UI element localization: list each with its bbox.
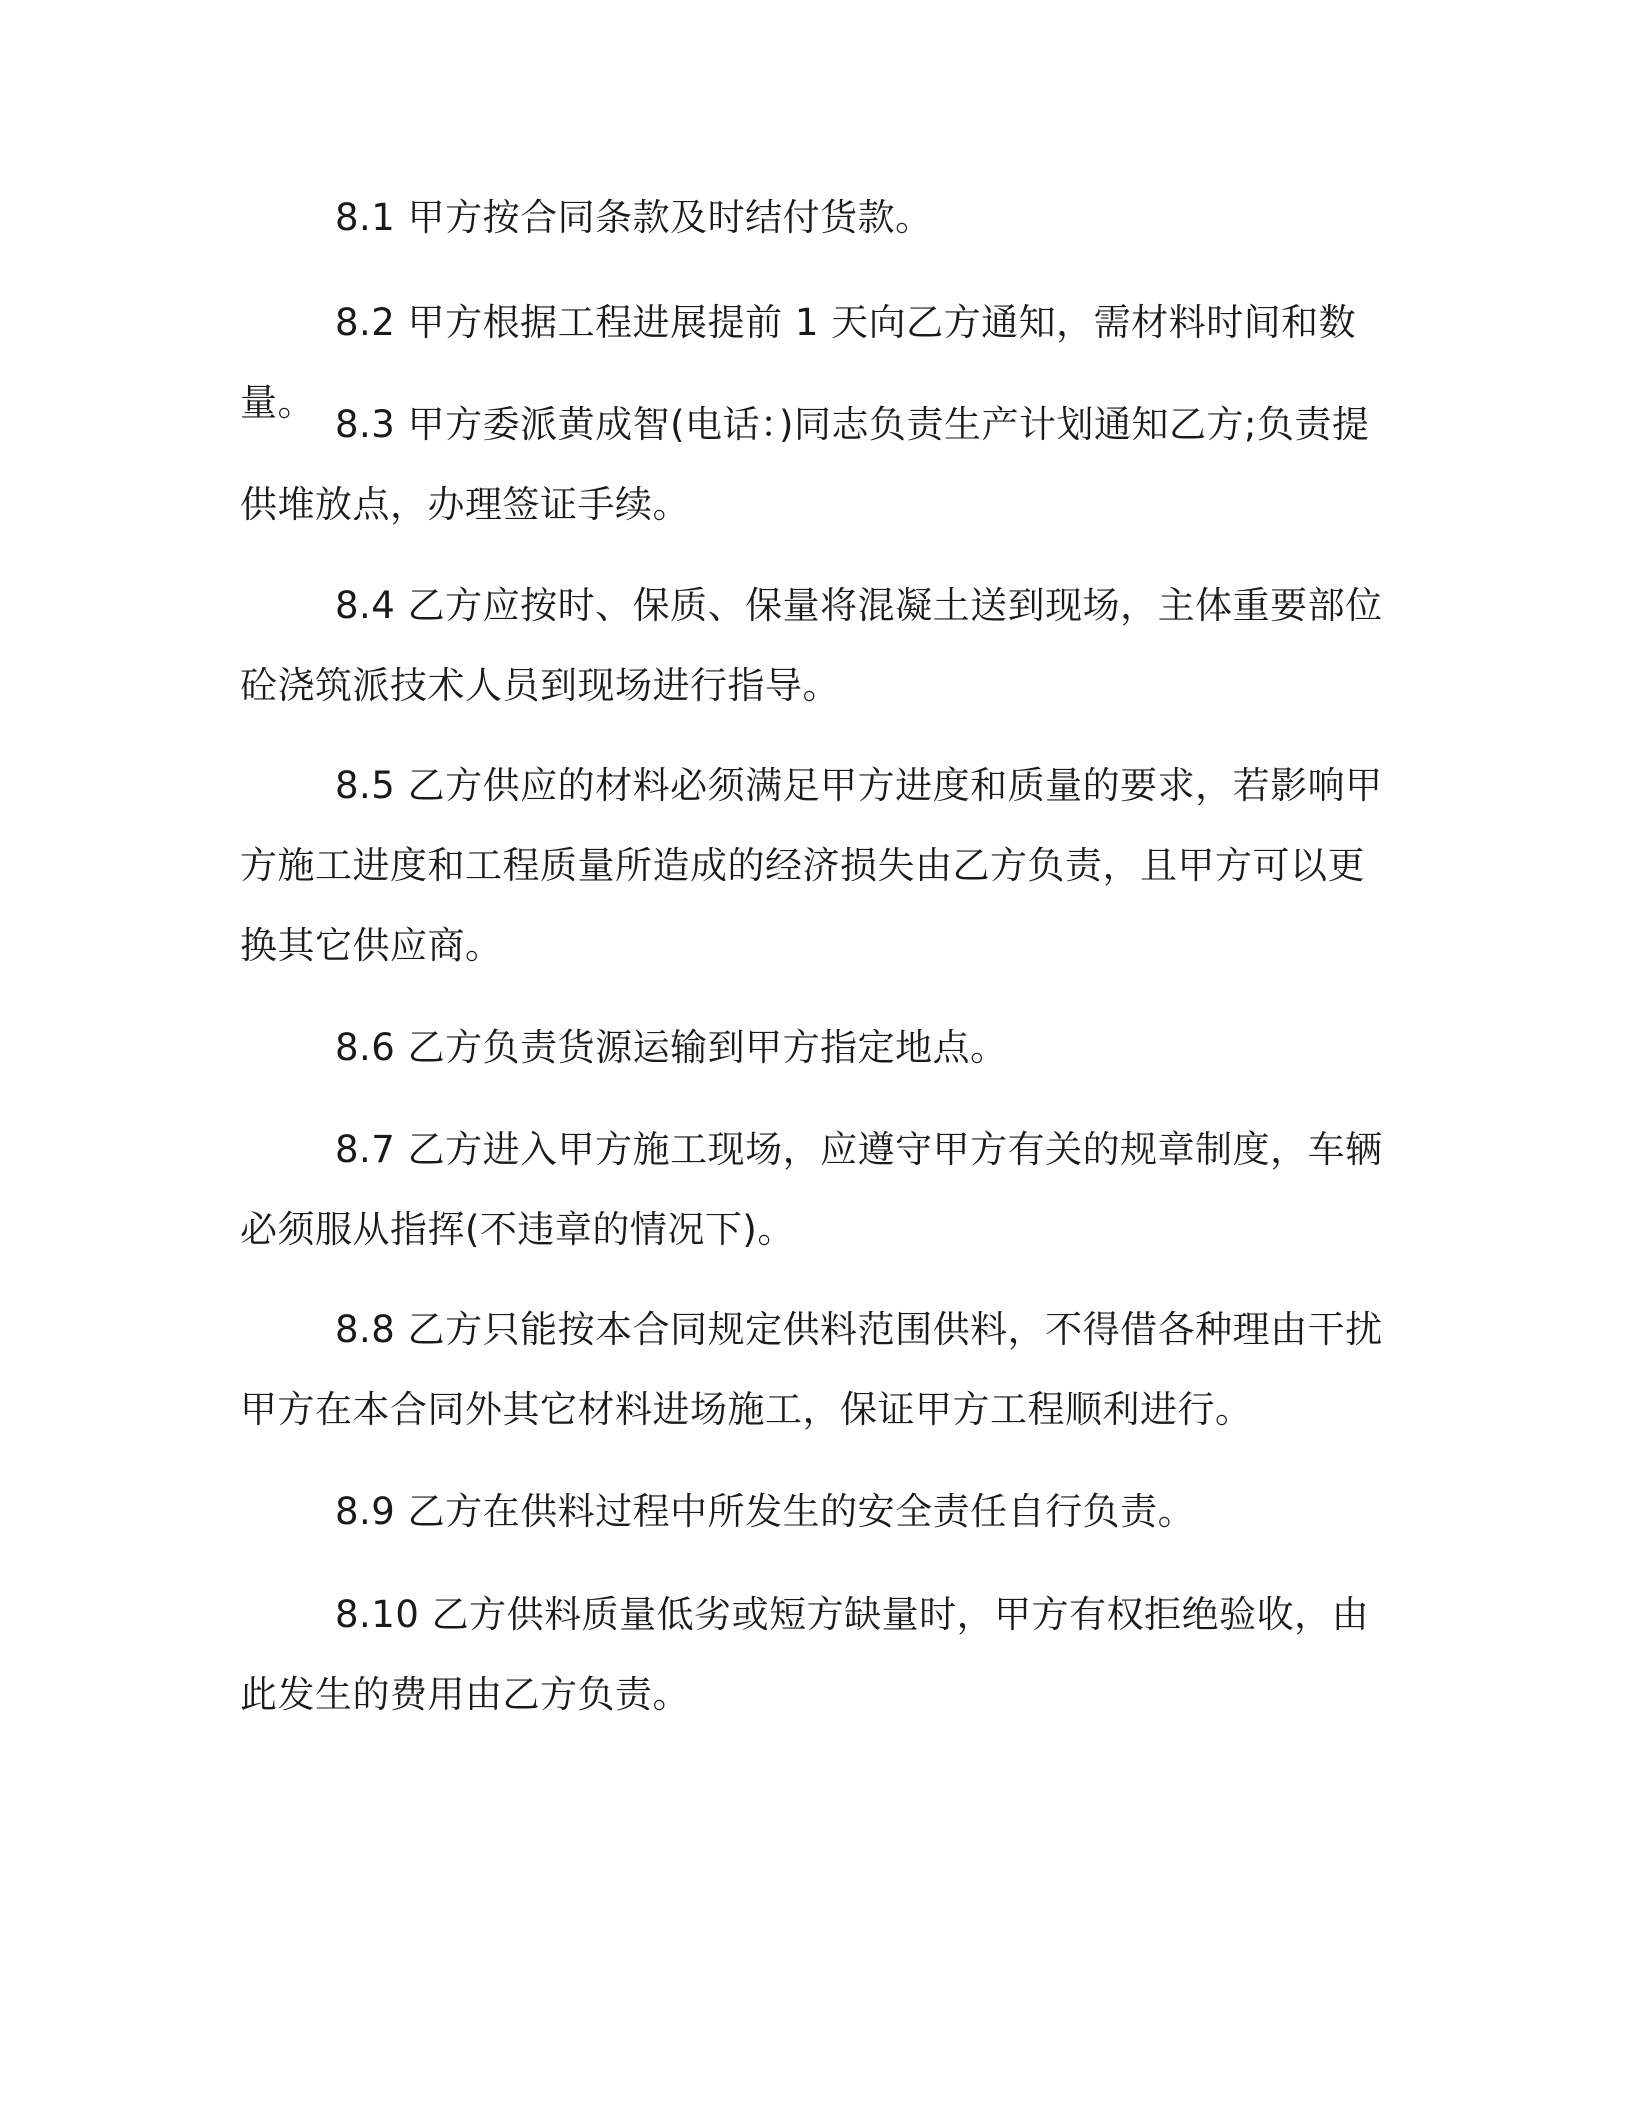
clause-8-5: 8.5 乙方供应的材料必须满足甲方进度和质量的要求，若影响甲方施工进度和工程质量所造成的经济损失由乙方负责，且甲方可以更换其它供应商。 bbox=[240, 764, 1383, 967]
clause-8-1: 8.1 甲方按合同条款及时结付货款。 bbox=[335, 196, 933, 239]
clause-8-9: 8.9 乙方在供料过程中所发生的安全责任自行负责。 bbox=[335, 1490, 1196, 1533]
clause-8-3: 8.3 甲方委派黄成智(电话：)同志负责生产计划通知乙方;负责提供堆放点，办理签证手续。 bbox=[240, 403, 1370, 526]
clause-8-4: 8.4 乙方应按时、保质、保量将混凝土送到现场，主体重要部位砼浇筑派技术人员到现场进行指导。 bbox=[240, 584, 1383, 707]
clause-8-8: 8.8 乙方只能按本合同规定供料范围供料，不得借各种理由干扰甲方在本合同外其它材料进场施工，保证甲方工程顺利进行。 bbox=[240, 1308, 1383, 1431]
clause-8-7: 8.7 乙方进入甲方施工现场，应遵守甲方有关的规章制度，车辆必须服从指挥(不违章的情况下)。 bbox=[240, 1128, 1383, 1251]
clause-8-2: 8.2 甲方根据工程进展提前 1 天向乙方通知，需材料时间和数量。 bbox=[240, 301, 1357, 424]
clause-8-6: 8.6 乙方负责货源运输到甲方指定地点。 bbox=[335, 1026, 1008, 1069]
clause-8-10: 8.10 乙方供料质量低劣或短方缺量时，甲方有权拒绝验收，由此发生的费用由乙方负责。 bbox=[240, 1593, 1370, 1716]
